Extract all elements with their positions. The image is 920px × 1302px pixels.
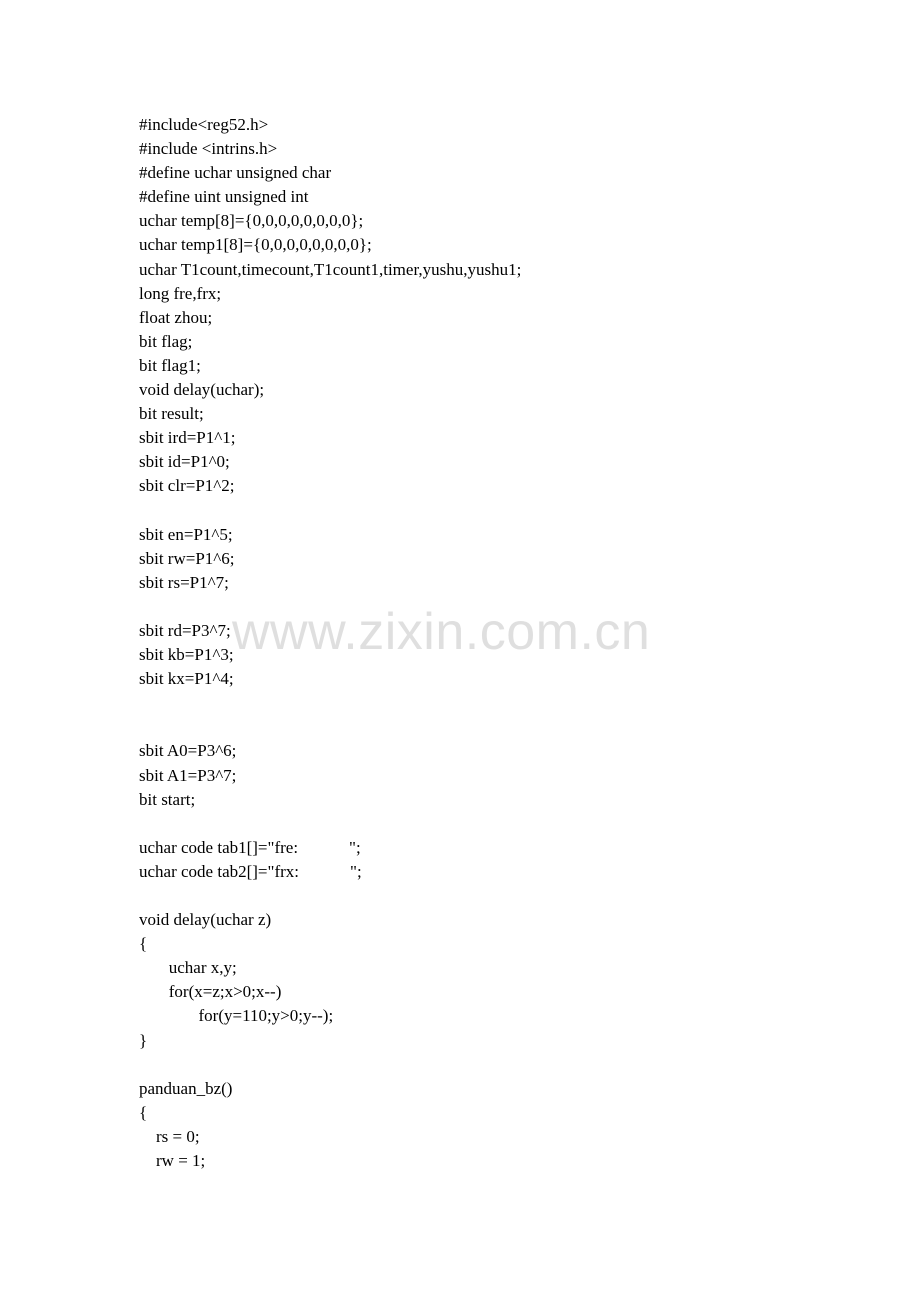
code-line: #include <intrins.h>: [139, 139, 278, 159]
code-line: panduan_bz(): [139, 1078, 233, 1098]
code-line: [139, 715, 521, 739]
code-line: sbit A1=P3^7;: [139, 765, 237, 785]
code-line: uchar code tab2[]="frx: ";: [139, 861, 362, 881]
code-line: float zhou;: [139, 307, 213, 327]
watermark: www.zixin.com.cn: [232, 603, 651, 661]
code-line: sbit rd=P3^7;: [139, 620, 231, 640]
code-line: #include<reg52.h>: [139, 115, 269, 134]
code-line: uchar temp[8]={0,0,0,0,0,0,0,0};: [139, 211, 364, 231]
code-line: [139, 499, 521, 523]
code-line: void delay(uchar z): [139, 910, 272, 930]
code-line: sbit id=P1^0;: [139, 452, 230, 472]
code-line: rw = 1;: [139, 1151, 206, 1171]
code-line: bit flag;: [139, 331, 193, 351]
code-line: bit flag1;: [139, 355, 201, 375]
code-line: #define uchar unsigned char: [139, 163, 332, 183]
code-line: uchar code tab1[]="fre: ";: [139, 837, 361, 857]
code-line: sbit en=P1^5;: [139, 524, 233, 544]
code-line: [139, 812, 521, 836]
code-line: for(y=110;y>0;y--);: [139, 1006, 334, 1026]
code-line: for(x=z;x>0;x--): [139, 982, 282, 1002]
code-line: sbit A0=P3^6;: [139, 741, 237, 761]
code-line: sbit rw=P1^6;: [139, 548, 235, 568]
code-line: #define uint unsigned int: [139, 187, 309, 207]
code-line: rs = 0;: [139, 1126, 200, 1146]
code-line: uchar x,y;: [139, 958, 237, 978]
code-line: bit start;: [139, 789, 196, 809]
code-line: sbit rs=P1^7;: [139, 572, 229, 592]
code-line: long fre,frx;: [139, 283, 222, 303]
code-line: bit result;: [139, 404, 204, 424]
code-line: {: [139, 934, 148, 954]
code-line: [139, 1053, 521, 1077]
code-line: sbit kx=P1^4;: [139, 669, 234, 689]
code-line: uchar T1count,timecount,T1count1,timer,yushu,yushu1;: [139, 259, 522, 279]
code-line: [139, 884, 521, 908]
code-line: }: [139, 1030, 148, 1050]
code-line: sbit kb=P1^3;: [139, 645, 234, 665]
code-line: {: [139, 1102, 148, 1122]
code-line: sbit ird=P1^1;: [139, 428, 236, 448]
code-line: [139, 691, 521, 715]
code-line: void delay(uchar);: [139, 380, 265, 400]
code-line: uchar temp1[8]={0,0,0,0,0,0,0,0};: [139, 235, 372, 255]
code-line: sbit clr=P1^2;: [139, 476, 235, 496]
